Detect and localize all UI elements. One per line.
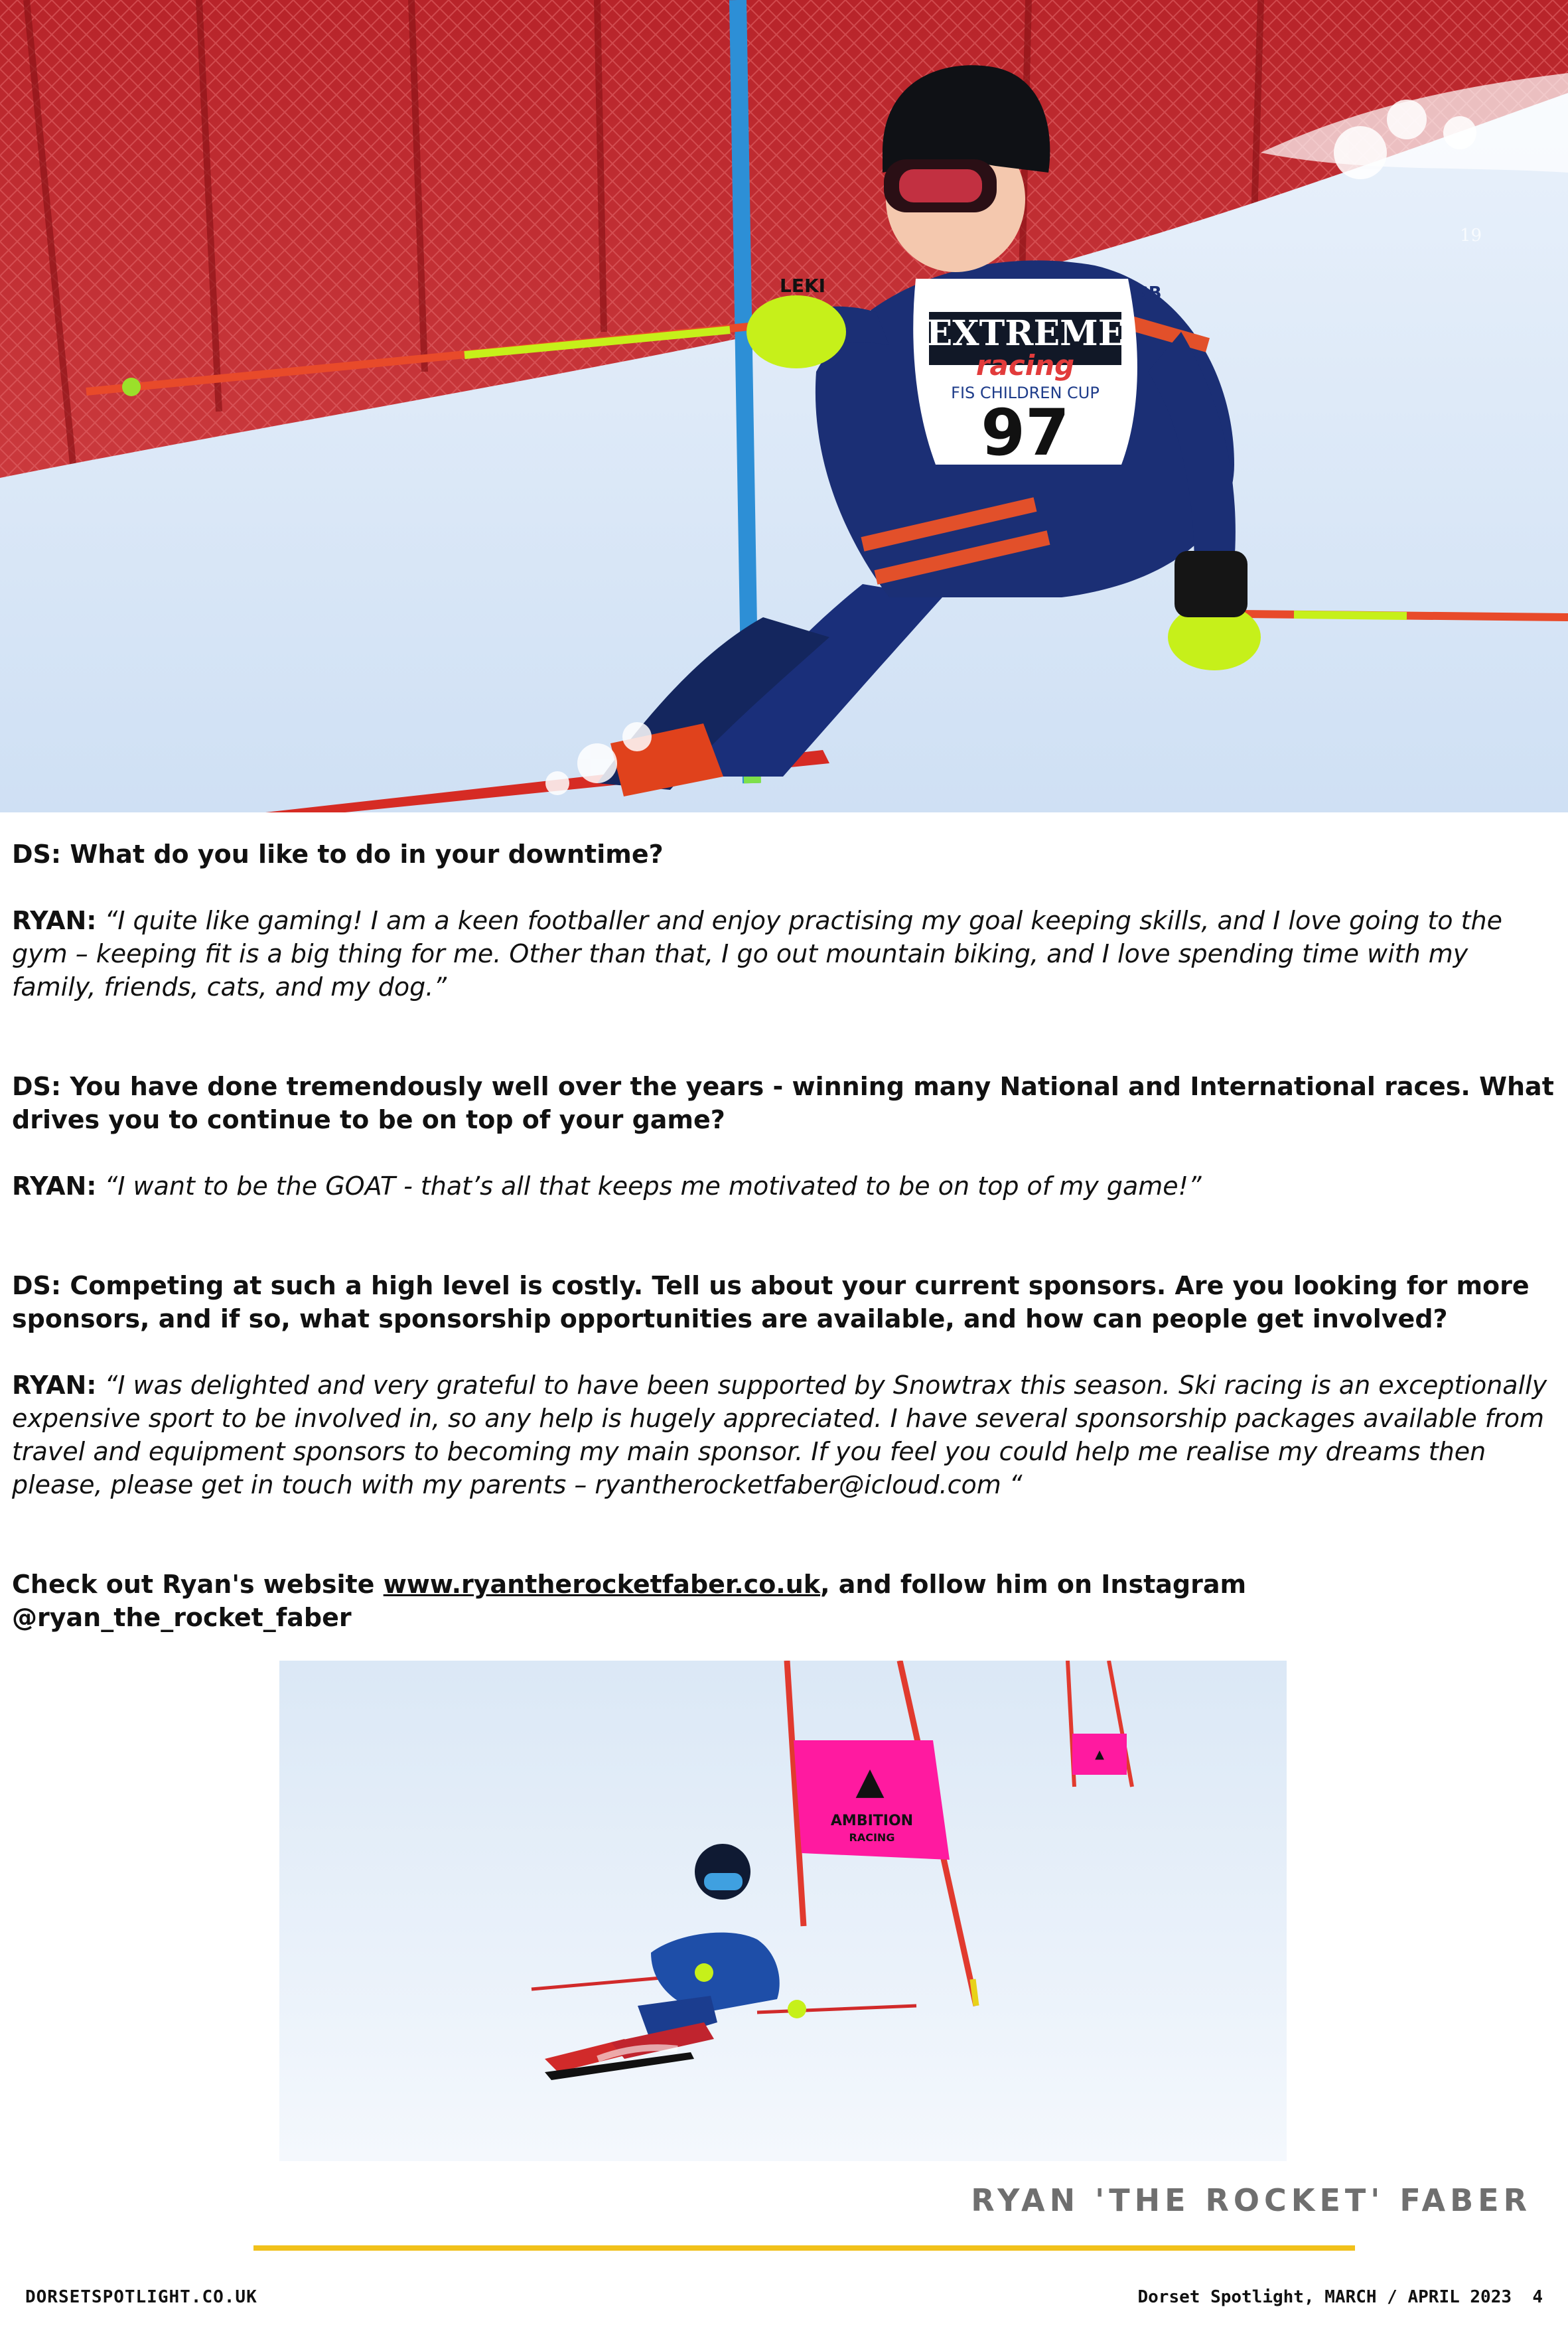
article-byline: RYAN 'THE ROCKET' FABER — [971, 2182, 1532, 2218]
cta-prefix: Check out Ryan's website — [12, 1570, 384, 1599]
giant-slalom-illustration — [279, 1661, 1287, 2161]
footer-issue — [1138, 2287, 1543, 2307]
website-link[interactable]: www.ryantherocketfaber.co.uk — [383, 1570, 821, 1599]
answer-speaker: RYAN: — [12, 906, 97, 935]
footer-issue-title: Dorset Spotlight, MARCH / APRIL 2023 — [1137, 2287, 1512, 2307]
bib-ribbon: FIS CHILDREN CUP — [951, 384, 1100, 402]
question-downtime: DS: What do you like to do in your downtime? — [12, 840, 664, 869]
answer-speaker: RYAN: — [12, 1371, 97, 1400]
question-motivation: DS: You have done tremendously well over the years - winning many National and International races. What drives you to continue to be on top of your game? — [12, 1072, 1554, 1134]
answer-text: “I quite like gaming! I am a keen footballer and enjoy practising my goal keeping skills, and I love going to the gym – keeping fit is a big thing for me. Other than that, I go out mountain biking, and I love spending time with my family, friends, cats, and my dog.” — [12, 906, 1502, 1002]
answer-motivation — [12, 1169, 1558, 1203]
answer-speaker: RYAN: — [12, 1171, 97, 1201]
bib-brand-top: EXTREME — [926, 313, 1125, 354]
call-to-action — [12, 1568, 1558, 1634]
footer-site: DORSETSPOTLIGHT.CO.UK — [25, 2287, 257, 2307]
footer-page-number: 4 — [1532, 2287, 1543, 2307]
bib-brand-bottom: racing — [975, 349, 1075, 382]
answer-text: “I want to be the GOAT - that’s all that keeps me motivated to be on top of my game!” — [104, 1171, 1202, 1201]
cta-suffix: , and follow him on Instagram @ryan_the_rocket_faber — [12, 1570, 1247, 1632]
slalom-skier-illustration — [0, 0, 1568, 812]
hero-page-number: 19 — [1460, 226, 1482, 246]
banner-sub: RACING — [849, 1831, 895, 1844]
answer-text: “I was delighted and very grateful to have been supported by Snowtrax this season. Ski racing is an exceptionally expensive sport to be involved in, so any help is hugely appreciated. I have several sponsorship packages available from travel and equipment sponsors to becoming my main sponsor. If you feel you could help me realise my dreams then please, please get in touch with my parents – ryantherocketfaber@icloud.com “ — [12, 1371, 1547, 1499]
banner-text: AMBITION — [830, 1813, 914, 1829]
banner-logo: ▲ — [855, 1760, 885, 1803]
bib-country: GB — [1134, 283, 1162, 303]
yellow-divider — [253, 2245, 1355, 2251]
giant-slalom-photo — [279, 1661, 1287, 2161]
far-banner-logo: ▲ — [1095, 1748, 1104, 1762]
interview-article — [12, 838, 1558, 1634]
question-sponsors: DS: Competing at such a high level is costly. Tell us about your current sponsors. Are you looking for more sponsors, and if so, what sponsorship opportunities are available, and how can people get involved? — [12, 1271, 1530, 1333]
bib-number: 97 — [981, 396, 1070, 470]
answer-downtime — [12, 904, 1558, 1004]
hero-photo — [0, 0, 1568, 812]
answer-sponsors — [12, 1369, 1558, 1501]
pole-brand: LEKI — [780, 275, 826, 297]
